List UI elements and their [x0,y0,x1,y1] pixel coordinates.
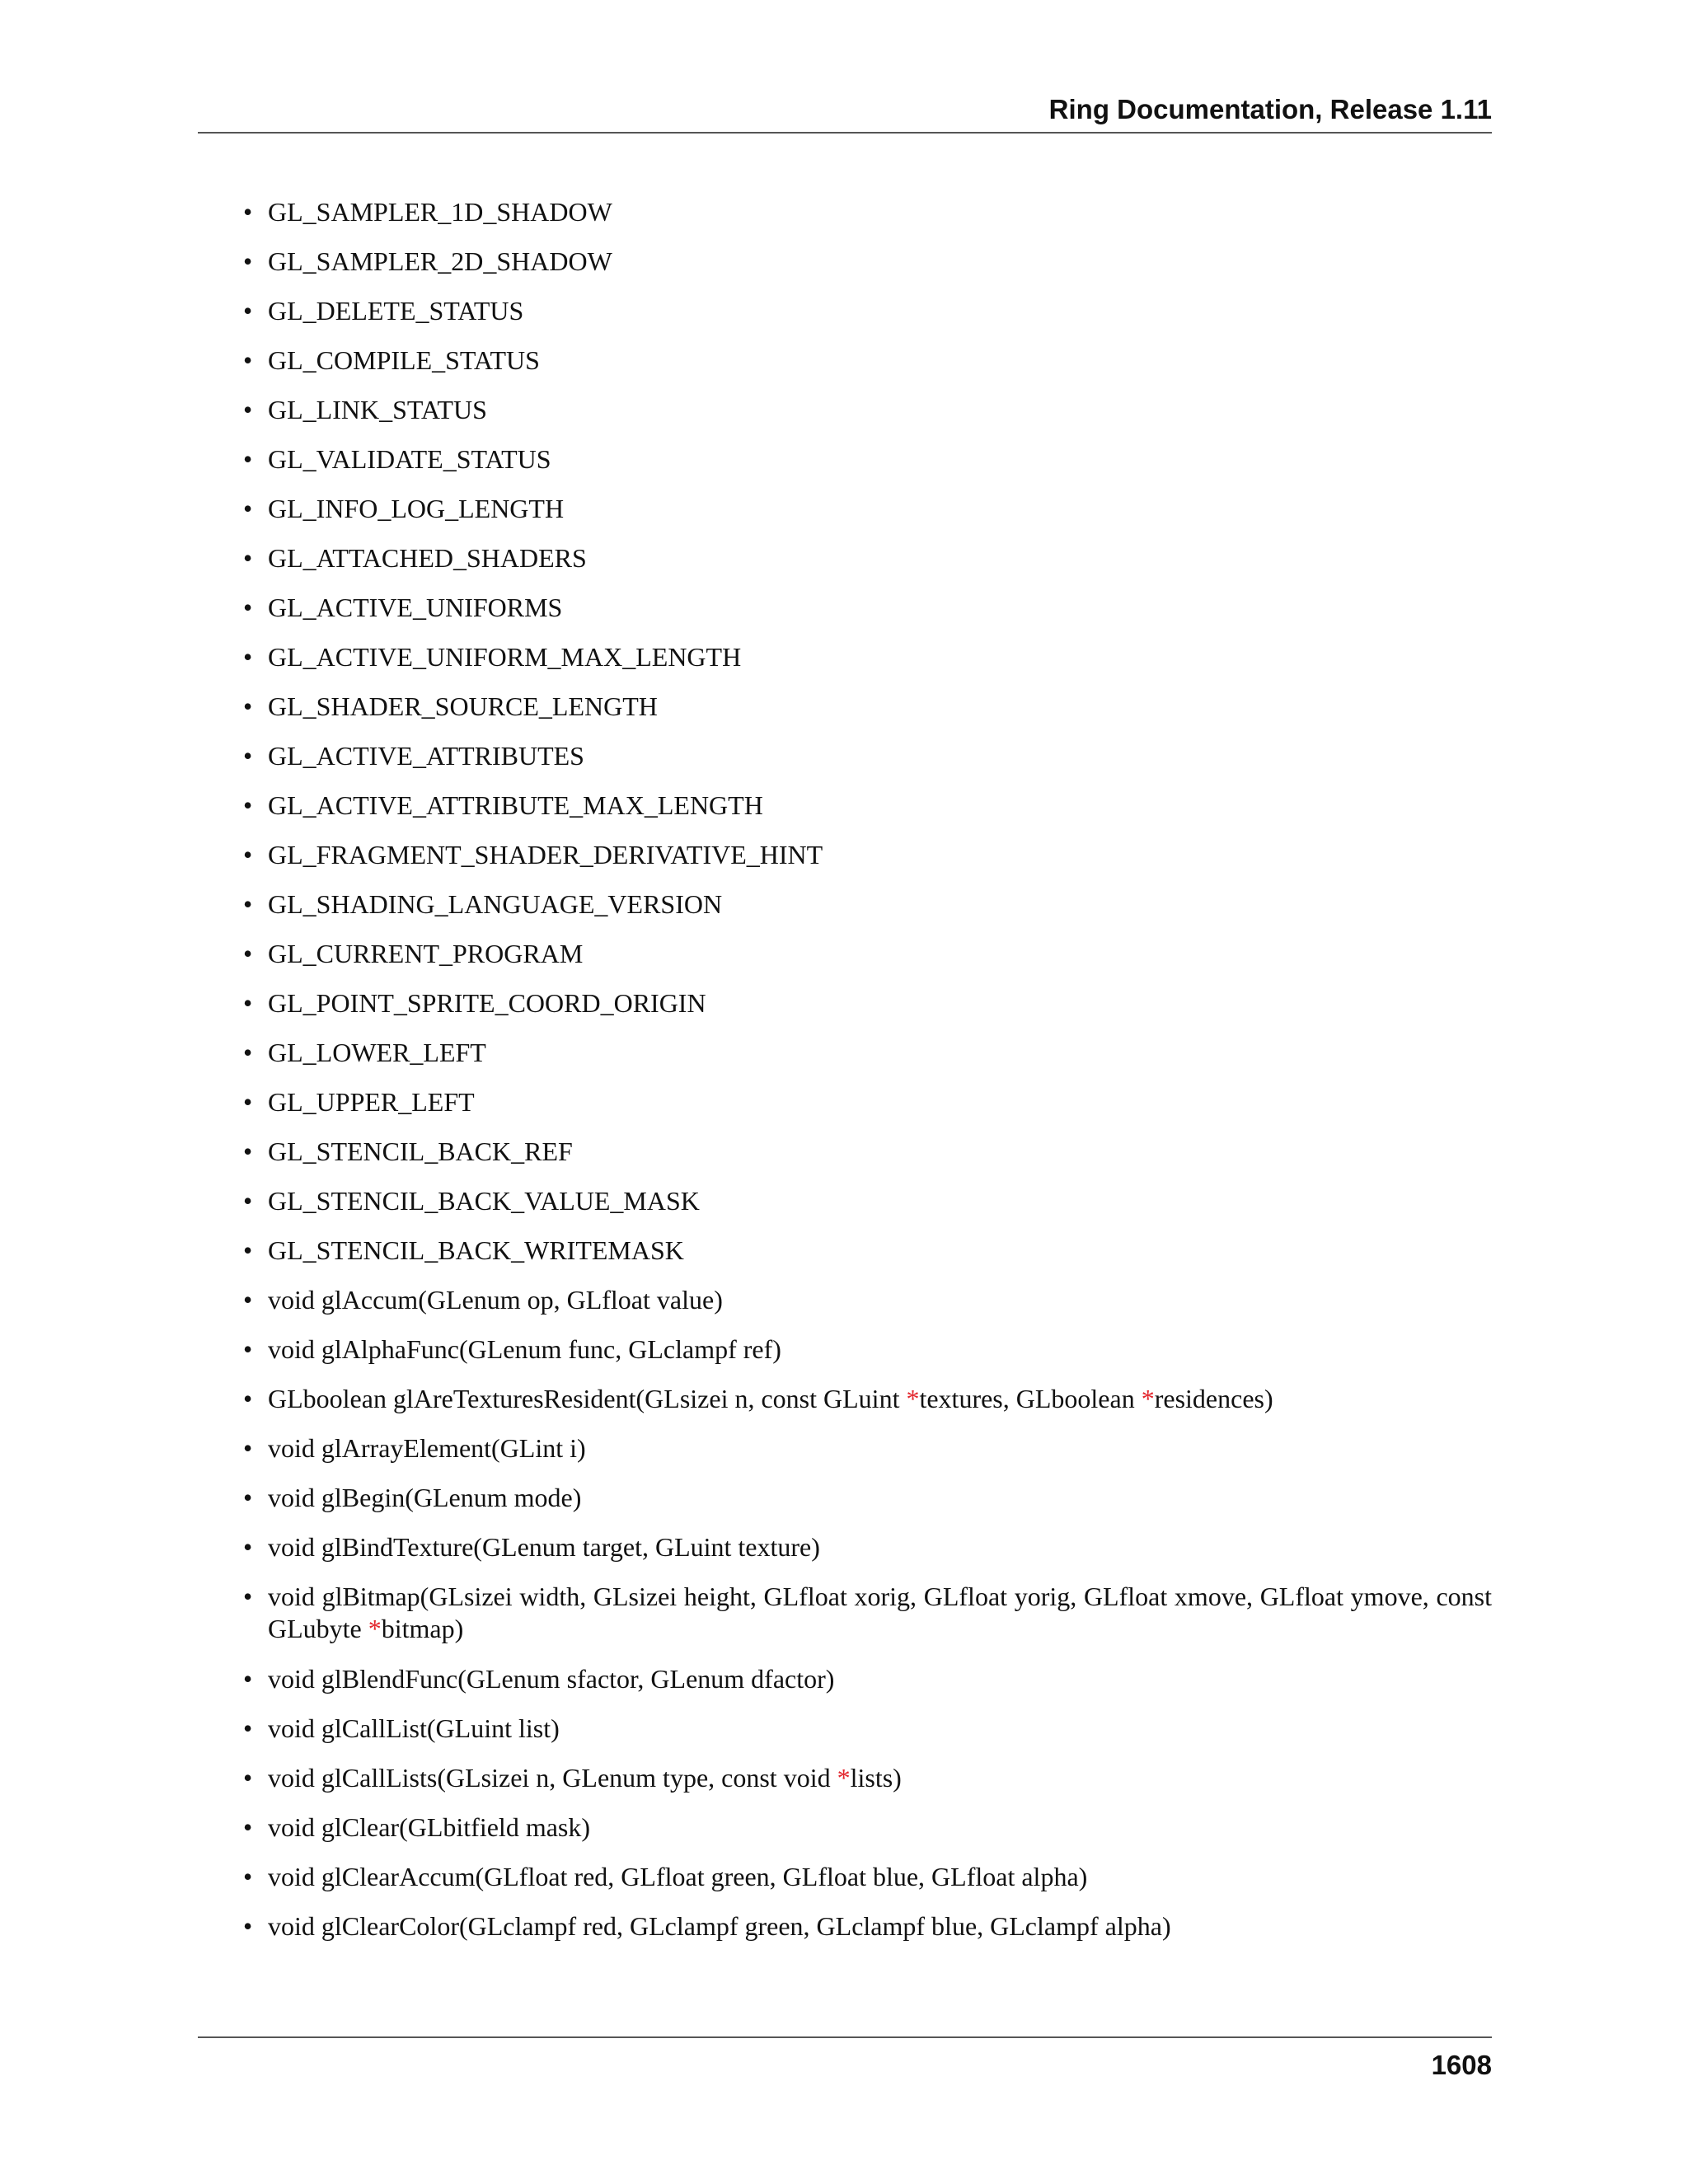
bullet-icon: • [243,543,253,573]
list-item-text: GL_CURRENT_PROGRAM [268,939,584,968]
list-item-text: GL_ACTIVE_UNIFORMS [268,593,563,622]
bullet-icon: • [243,939,253,968]
bullet-icon: • [243,1186,253,1216]
list-item-text: void glBlendFunc(GLenum sfactor, GLenum dfactor) [268,1664,835,1694]
list-item [243,790,1492,822]
list-item-text: GL_STENCIL_BACK_REF [268,1137,573,1166]
list-item-text: GL_VALIDATE_STATUS [268,444,551,474]
bullet-icon: • [243,1334,253,1364]
list-item-text: GL_COMPILE_STATUS [268,345,540,375]
pointer-asterisk: * [368,1614,382,1643]
list-item [243,1581,1492,1645]
list-item-text: GL_DELETE_STATUS [268,296,524,326]
list-item [243,1531,1492,1563]
bullet-icon: • [243,395,253,424]
bullet-icon: • [243,1763,253,1793]
list-item-text: void glArrayElement(GLint i) [268,1433,586,1463]
list-item-text: GL_SHADER_SOURCE_LENGTH [268,691,658,721]
bullet-icon: • [243,1483,253,1512]
bullet-icon: • [243,444,253,474]
list-item [243,1482,1492,1514]
list-item [243,740,1492,772]
bullet-icon: • [243,1713,253,1743]
list-item-text: GL_POINT_SPRITE_COORD_ORIGIN [268,988,706,1018]
list-item [243,1811,1492,1844]
list-item-text: GL_LOWER_LEFT [268,1038,486,1067]
list-item-text: GL_LINK_STATUS [268,395,487,424]
list-item [243,1861,1492,1893]
bullet-icon: • [243,1235,253,1265]
list-item [243,1235,1492,1267]
bullet-icon: • [243,593,253,622]
list-item [243,1185,1492,1217]
bullet-icon: • [243,642,253,672]
list-item-text: void glAccum(GLenum op, GLfloat value) [268,1285,723,1315]
pointer-asterisk: * [837,1763,851,1793]
bullet-icon: • [243,988,253,1018]
list-item [243,691,1492,723]
list-item [243,1037,1492,1069]
list-item [243,1762,1492,1794]
list-item [243,443,1492,476]
bullet-icon: • [243,494,253,523]
list-item-text: GL_STENCIL_BACK_VALUE_MASK [268,1186,700,1216]
list-item-text: void glClearAccum(GLfloat red, GLfloat green, GLfloat blue, GLfloat alpha) [268,1862,1088,1891]
bullet-icon: • [243,1911,253,1941]
list-item [243,344,1492,377]
list-item [243,1432,1492,1465]
list-item [243,1383,1492,1415]
bullet-icon: • [243,1087,253,1117]
list-item [243,1910,1492,1943]
list-item [243,641,1492,673]
list-item [243,1663,1492,1695]
list-item [243,542,1492,574]
pointer-asterisk: * [906,1384,920,1413]
list-item-text: void glBindTexture(GLenum target, GLuint texture) [268,1532,820,1562]
page-number: 1608 [1431,2050,1492,2080]
bullet-icon: • [243,790,253,820]
bullet-icon: • [243,1812,253,1842]
page-footer [198,2036,1492,2080]
pointer-asterisk: * [1141,1384,1155,1413]
bullet-icon: • [243,1433,253,1463]
bullet-icon: • [243,246,253,276]
list-item [243,1136,1492,1168]
list-item [243,987,1492,1019]
list-item-text: GL_STENCIL_BACK_WRITEMASK [268,1235,684,1265]
bullet-icon: • [243,1038,253,1067]
list-item [243,1713,1492,1745]
page-header [198,91,1492,134]
bullet-icon: • [243,1582,253,1611]
list-item-text: GL_INFO_LOG_LENGTH [268,494,565,523]
bullet-icon: • [243,197,253,227]
list-item-text: GLboolean glAreTexturesResident(GLsizei n, const GLuint *textures, GLboolean *residences) [268,1384,1273,1413]
list-item [243,592,1492,624]
constant-and-function-list [243,196,1492,1960]
bullet-icon: • [243,840,253,869]
list-item [243,1284,1492,1316]
list-item-text: void glClearColor(GLclampf red, GLclampf green, GLclampf blue, GLclampf alpha) [268,1911,1171,1941]
list-item-text: GL_FRAGMENT_SHADER_DERIVATIVE_HINT [268,840,823,869]
list-item-text: GL_ACTIVE_ATTRIBUTE_MAX_LENGTH [268,790,763,820]
list-item [243,938,1492,970]
bullet-icon: • [243,1285,253,1315]
bullet-icon: • [243,889,253,919]
list-item-text: void glBegin(GLenum mode) [268,1483,582,1512]
list-item-text: GL_ATTACHED_SHADERS [268,543,587,573]
list-item-text: void glAlphaFunc(GLenum func, GLclampf ref) [268,1334,781,1364]
list-item [243,196,1492,228]
bullet-icon: • [243,741,253,771]
document-title: Ring Documentation, Release 1.11 [1048,94,1492,124]
list-item [243,295,1492,327]
list-item-text: void glClear(GLbitfield mask) [268,1812,591,1842]
bullet-icon: • [243,1664,253,1694]
bullet-icon: • [243,1862,253,1891]
bullet-icon: • [243,1532,253,1562]
bullet-icon: • [243,1384,253,1413]
list-item [243,394,1492,426]
list-item-text: GL_ACTIVE_UNIFORM_MAX_LENGTH [268,642,742,672]
bullet-icon: • [243,691,253,721]
list-item-text: GL_UPPER_LEFT [268,1087,475,1117]
list-item [243,1333,1492,1366]
list-item-text: GL_SAMPLER_1D_SHADOW [268,197,612,227]
list-item [243,839,1492,871]
bullet-icon: • [243,345,253,375]
list-item [243,1086,1492,1118]
list-item-text: void glCallList(GLuint list) [268,1713,560,1743]
list-item-text: void glCallLists(GLsizei n, GLenum type, const void *lists) [268,1763,902,1793]
bullet-icon: • [243,1137,253,1166]
list-item-text: void glBitmap(GLsizei width, GLsizei height, GLfloat xorig, GLfloat yorig, GLfloat xmove, GLfloat ymove, const GLubyte *bitmap) [268,1582,1492,1643]
list-item [243,888,1492,921]
list-item-text: GL_ACTIVE_ATTRIBUTES [268,741,584,771]
list-item [243,246,1492,278]
bullet-icon: • [243,296,253,326]
list-item-text: GL_SAMPLER_2D_SHADOW [268,246,612,276]
list-item [243,493,1492,525]
list-item-text: GL_SHADING_LANGUAGE_VERSION [268,889,723,919]
